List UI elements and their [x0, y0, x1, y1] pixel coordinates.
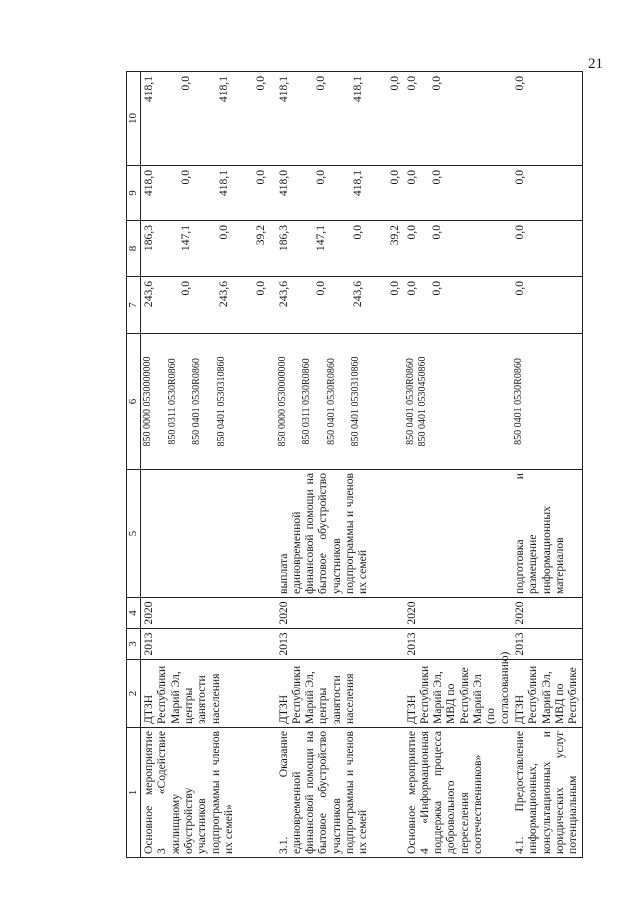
- value: 418,0: [142, 170, 155, 197]
- value: 0,0: [404, 225, 418, 240]
- value: 418,1: [216, 76, 230, 103]
- value-col9: [276, 166, 404, 221]
- value: 0,0: [388, 76, 402, 91]
- expected-result: [141, 470, 276, 598]
- column-header: 6: [127, 334, 141, 470]
- table-row: [276, 72, 404, 858]
- value: 0,0: [253, 281, 267, 296]
- value: 0,0: [313, 76, 327, 91]
- value-col8: [512, 221, 582, 277]
- value: 39,2: [253, 225, 267, 246]
- budget-code: 850 0000 0530000000: [276, 356, 288, 447]
- value: 243,6: [276, 281, 290, 308]
- budget-code: 850 0401 0530310860: [215, 356, 227, 447]
- start-year: 2013: [276, 629, 404, 660]
- expected-result: [404, 470, 513, 598]
- budget-code: 850 0311 0530R0860: [301, 358, 312, 445]
- start-year: 2013: [141, 629, 276, 660]
- value: 0,0: [253, 76, 267, 91]
- value: 186,3: [142, 225, 155, 252]
- value-col9: [512, 166, 582, 221]
- value: 0,0: [429, 76, 443, 91]
- budget-code: 850 0401 0530R0860: [325, 358, 337, 445]
- value-col9: [141, 166, 276, 221]
- value-col10: [276, 72, 404, 166]
- expected-result: выплата единовременной финансовой помощи на бытовое обустройство участников подпрограммы и членов их семей: [276, 470, 404, 598]
- table-row: [512, 72, 582, 858]
- value-col10: [404, 72, 513, 166]
- end-year: 2020: [404, 598, 513, 629]
- value: 0,0: [179, 170, 193, 185]
- value: 0,0: [404, 170, 418, 185]
- expected-result: подготовка и размещение информационных материалов: [512, 470, 582, 598]
- executor: ДТЗН Республики Марий Эл, МВД по Республике: [512, 660, 582, 728]
- value: 243,6: [351, 281, 365, 308]
- budget-code-cell: [276, 334, 404, 470]
- value: 243,6: [216, 281, 230, 308]
- budget-code-cell: [512, 334, 582, 470]
- value: 186,3: [276, 225, 290, 252]
- budget-code: 850 0401 0530R0860: [513, 358, 525, 445]
- value-col10: [512, 72, 582, 166]
- value-col8: [276, 221, 404, 277]
- column-header: 8: [127, 221, 141, 277]
- column-header: 7: [127, 277, 141, 334]
- activity-name: Основное мероприятие 4 «Информационная поддержка процесса добровольного переселения соотечественников»: [404, 728, 513, 858]
- end-year: 2020: [512, 598, 582, 629]
- value: 418,1: [142, 76, 155, 103]
- column-header: 3: [127, 629, 141, 660]
- value: 243,6: [142, 281, 155, 308]
- value: 418,1: [351, 76, 365, 103]
- value: 0,0: [429, 281, 443, 296]
- table-row: [404, 72, 513, 858]
- value: 0,0: [216, 225, 230, 240]
- value: 418,1: [276, 76, 290, 103]
- table-row: [141, 72, 276, 858]
- value: 0,0: [351, 225, 365, 240]
- activity-name: Основное мероприятие 3 «Содействие жилищному обустройству участников подпрограммы и членов их семей»: [141, 728, 276, 858]
- budget-code: 850 0401 0530450860: [417, 356, 428, 447]
- value-col7: [276, 277, 404, 334]
- program-activities-table: [126, 71, 583, 858]
- executor: ДТЗН Республики Марий Эл, МВД по Республике Марий Эл (по согласованию): [404, 660, 513, 728]
- start-year: 2013: [512, 629, 582, 660]
- budget-code: 850 0401 0530310860: [350, 356, 361, 447]
- value-col7: [141, 277, 276, 334]
- value: 147,1: [313, 225, 327, 252]
- budget-code: 850 0401 0530R0860: [404, 358, 416, 445]
- value-col8: [141, 221, 276, 277]
- column-header: 4: [127, 598, 141, 629]
- budget-code: 850 0401 0530R0860: [191, 358, 202, 445]
- value-col7: [512, 277, 582, 334]
- column-header: 5: [127, 470, 141, 598]
- executor: ДТЗН Республики Марий Эл, центры занятости населения: [141, 660, 276, 728]
- value: 0,0: [513, 225, 527, 240]
- value: 0,0: [404, 76, 418, 91]
- value: 0,0: [313, 170, 327, 185]
- rotated-table-container: [126, 72, 580, 858]
- value-col10: [141, 72, 276, 166]
- value: 0,0: [513, 76, 527, 91]
- column-header: 10: [127, 72, 141, 166]
- page-number: 21: [588, 56, 603, 72]
- value: 0,0: [388, 170, 402, 185]
- budget-code-cell: [404, 334, 513, 470]
- end-year: 2020: [276, 598, 404, 629]
- budget-code: 850 0000 0530000000: [142, 356, 153, 447]
- value: 0,0: [388, 281, 402, 296]
- column-number-row: [127, 72, 141, 858]
- value: 0,0: [429, 170, 443, 185]
- end-year: 2020: [141, 598, 276, 629]
- start-year: 2013: [404, 629, 513, 660]
- value: 0,0: [513, 281, 527, 296]
- value: 0,0: [429, 225, 443, 240]
- value: 418,0: [276, 170, 290, 197]
- value-col7: [404, 277, 513, 334]
- value: 0,0: [179, 76, 193, 91]
- value: 0,0: [404, 281, 418, 296]
- value: 39,2: [388, 225, 402, 246]
- value: 0,0: [513, 170, 527, 185]
- budget-code-cell: [141, 334, 276, 470]
- column-header: 1: [127, 728, 141, 858]
- executor: ДТЗН Республики Марий Эл, центры занятости населения: [276, 660, 404, 728]
- activity-name: 4.1. Предоставление информационных, консультационных и юридических услуг потенциальным: [512, 728, 582, 858]
- value-col9: [404, 166, 513, 221]
- value-col8: [404, 221, 513, 277]
- value: 147,1: [179, 225, 193, 252]
- value: 0,0: [253, 170, 267, 185]
- column-header: 2: [127, 660, 141, 728]
- value: 418,1: [216, 170, 230, 197]
- budget-code: 850 0311 0530R0860: [166, 358, 178, 445]
- activity-name: 3.1. Оказание единовременной финансовой помощи на бытовое обустройство участников подпрограммы и членов их семей: [276, 728, 404, 858]
- value: 0,0: [179, 281, 193, 296]
- column-header: 9: [127, 166, 141, 221]
- value: 418,1: [351, 170, 365, 197]
- value: 0,0: [313, 281, 327, 296]
